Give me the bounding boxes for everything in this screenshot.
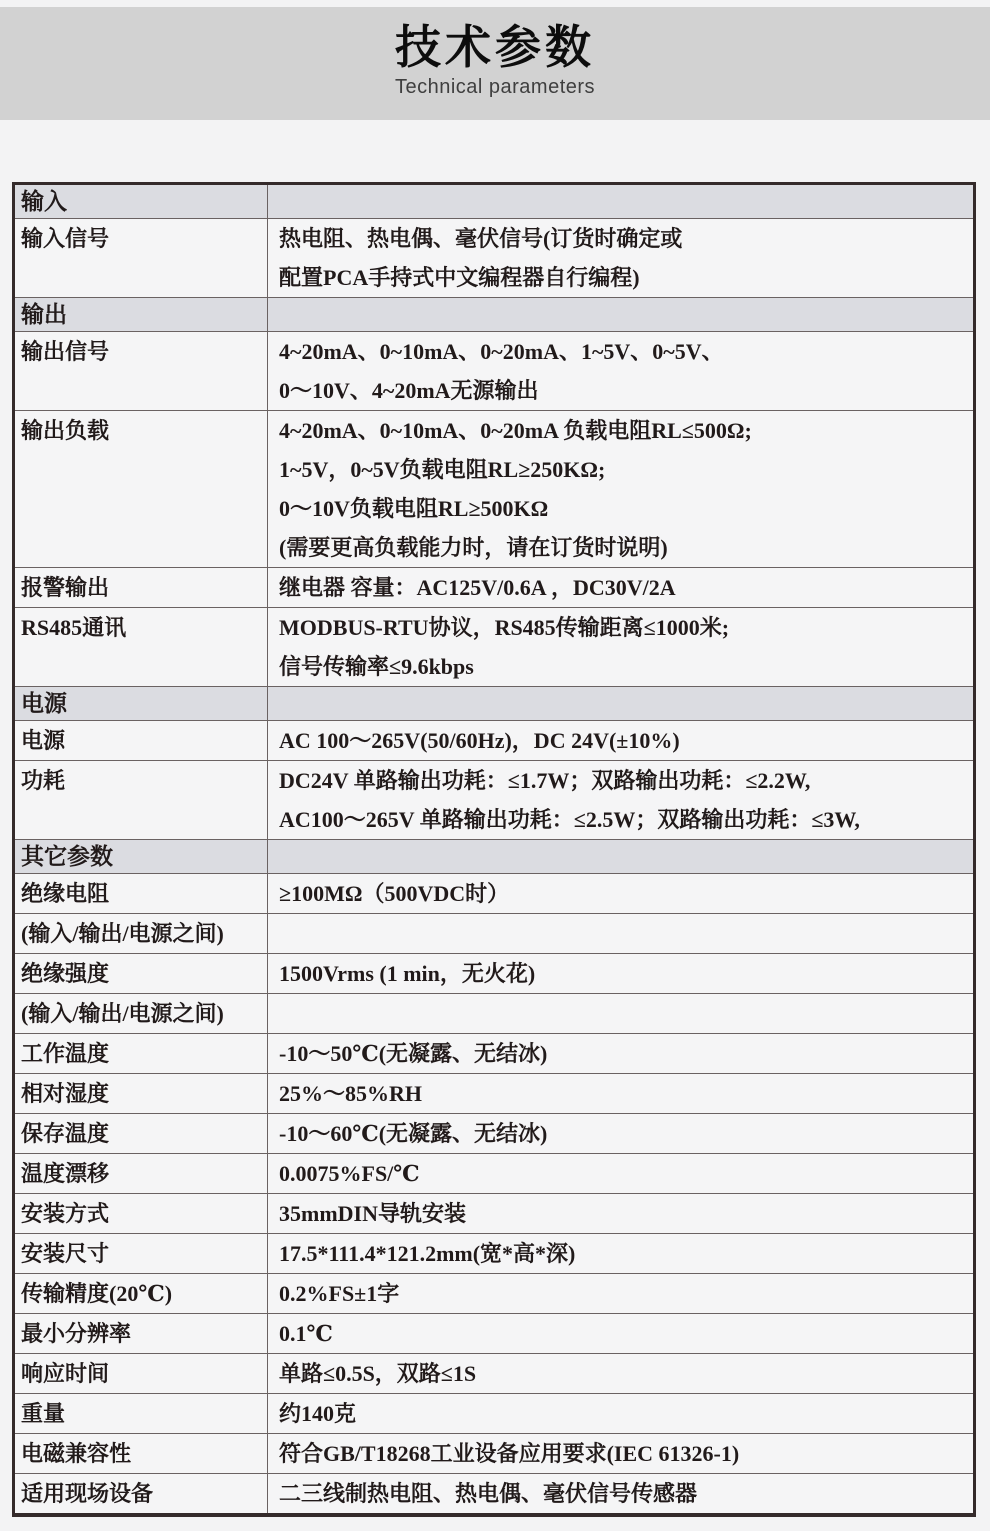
- spec-row: [15, 567, 973, 607]
- section-label: 输出: [15, 298, 268, 331]
- param-label: 输入信号: [15, 219, 268, 297]
- value-line: 1~5V，0~5V负载电阻RL≥250KΩ;: [279, 457, 606, 482]
- param-label: RS485通讯: [15, 608, 268, 686]
- header-band: [0, 7, 990, 120]
- value-line: -10～60℃(无凝露、无结冰): [279, 1121, 548, 1146]
- param-value: [268, 721, 973, 760]
- value-line: 继电器 容量：AC125V/0.6A ，DC30V/2A: [279, 575, 676, 600]
- spec-row: [15, 410, 973, 567]
- param-value: [268, 332, 973, 410]
- section-label: 输入: [15, 185, 268, 218]
- param-label: 报警输出: [15, 568, 268, 607]
- page-subtitle: Technical parameters: [394, 75, 596, 98]
- param-label: 绝缘强度: [15, 954, 268, 993]
- spec-row: [15, 1273, 973, 1313]
- param-label: 保存温度: [15, 1114, 268, 1153]
- spec-table: [12, 182, 976, 1517]
- param-label: 适用现场设备: [15, 1474, 268, 1513]
- section-row: [15, 297, 973, 331]
- page-title: 技术参数: [395, 21, 595, 73]
- param-value: [268, 298, 973, 331]
- param-value: [268, 1354, 973, 1393]
- param-label: 输出信号: [15, 332, 268, 410]
- param-value: [268, 1474, 973, 1513]
- param-value: [268, 994, 973, 1033]
- value-line: 二三线制热电阻、热电偶、毫伏信号传感器: [279, 1481, 698, 1506]
- spec-row: [15, 1433, 973, 1473]
- value-line: 1500Vrms (1 min，无火花): [279, 961, 536, 986]
- section-row: [15, 686, 973, 720]
- spec-row: [15, 1233, 973, 1273]
- spec-row: [15, 873, 973, 913]
- param-value: [268, 761, 973, 839]
- param-label: 响应时间: [15, 1354, 268, 1393]
- value-line: -10～50℃(无凝露、无结冰): [279, 1041, 548, 1066]
- value-line: 热电阻、热电偶、毫伏信号(订货时确定或: [279, 226, 683, 251]
- param-value: [268, 1274, 973, 1313]
- spec-row: [15, 331, 973, 410]
- section-label: 电源: [15, 687, 268, 720]
- value-line: 单路≤0.5S，双路≤1S: [279, 1361, 477, 1386]
- value-line: 35mmDIN导轨安装: [279, 1201, 466, 1226]
- param-label: 工作温度: [15, 1034, 268, 1073]
- value-line: 配置PCA手持式中文编程器自行编程): [279, 265, 640, 290]
- param-label: 传输精度(20℃): [15, 1274, 268, 1313]
- spec-row: [15, 913, 973, 953]
- param-value: [268, 914, 973, 953]
- value-line: (需要更高负载能力时，请在订货时说明): [279, 535, 668, 560]
- param-value: [268, 219, 973, 297]
- value-line: 0～10V负载电阻RL≥500KΩ: [279, 496, 549, 521]
- value-line: 25%～85%RH: [279, 1081, 423, 1106]
- spec-row: [15, 1073, 973, 1113]
- spec-row: [15, 1033, 973, 1073]
- value-line: MODBUS-RTU协议，RS485传输距离≤1000米;: [279, 615, 730, 640]
- param-label: (输入/输出/电源之间): [15, 994, 268, 1033]
- value-line: 0～10V、4~20mA无源输出: [279, 378, 539, 403]
- param-label: (输入/输出/电源之间): [15, 914, 268, 953]
- spec-row: [15, 953, 973, 993]
- param-value: [268, 568, 973, 607]
- value-line: 17.5*111.4*121.2mm(宽*高*深): [279, 1241, 576, 1266]
- param-label: 相对湿度: [15, 1074, 268, 1113]
- param-label: 功耗: [15, 761, 268, 839]
- value-line: 4~20mA、0~10mA、0~20mA、1~5V、0~5V、: [279, 339, 724, 364]
- spec-row: [15, 1113, 973, 1153]
- value-line: 信号传输率≤9.6kbps: [279, 654, 474, 679]
- spec-row: [15, 218, 973, 297]
- value-line: ≥100MΩ（500VDC时）: [279, 881, 510, 906]
- param-value: [268, 1314, 973, 1353]
- param-value: [268, 411, 973, 567]
- value-line: 0.0075%FS/℃: [279, 1161, 420, 1186]
- param-label: 输出负载: [15, 411, 268, 567]
- spec-row: [15, 1473, 973, 1513]
- param-label: 温度漂移: [15, 1154, 268, 1193]
- value-line: 4~20mA、0~10mA、0~20mA 负载电阻RL≤500Ω;: [279, 418, 752, 443]
- spec-row: [15, 760, 973, 839]
- spec-row: [15, 1193, 973, 1233]
- spec-row: [15, 993, 973, 1033]
- value-line: 0.1℃: [279, 1321, 333, 1346]
- spec-row: [15, 1393, 973, 1433]
- value-line: 约140克: [279, 1401, 357, 1426]
- value-line: AC 100～265V(50/60Hz)，DC 24V(±10%): [279, 728, 680, 753]
- param-label: 安装尺寸: [15, 1234, 268, 1273]
- param-value: [268, 874, 973, 913]
- param-value: [268, 1154, 973, 1193]
- value-line: DC24V 单路输出功耗：≤1.7W；双路输出功耗：≤2.2W,: [279, 768, 811, 793]
- param-value: [268, 1114, 973, 1153]
- param-label: 电源: [15, 721, 268, 760]
- spec-row: [15, 1153, 973, 1193]
- param-value: [268, 687, 973, 720]
- param-value: [268, 185, 973, 218]
- spec-row: [15, 1353, 973, 1393]
- param-value: [268, 954, 973, 993]
- value-line: AC100～265V 单路输出功耗：≤2.5W；双路输出功耗：≤3W,: [279, 807, 860, 832]
- param-value: [268, 1034, 973, 1073]
- param-value: [268, 1074, 973, 1113]
- param-label: 最小分辨率: [15, 1314, 268, 1353]
- param-label: 电磁兼容性: [15, 1434, 268, 1473]
- section-row: [15, 839, 973, 873]
- param-value: [268, 1434, 973, 1473]
- param-label: 安装方式: [15, 1194, 268, 1233]
- value-line: 0.2%FS±1字: [279, 1281, 400, 1306]
- spec-row: [15, 607, 973, 686]
- param-value: [268, 1194, 973, 1233]
- value-line: 符合GB/T18268工业设备应用要求(IEC 61326-1): [279, 1441, 740, 1466]
- param-value: [268, 1394, 973, 1433]
- param-label: 重量: [15, 1394, 268, 1433]
- spec-row: [15, 1313, 973, 1353]
- section-row: [15, 185, 973, 218]
- spec-row: [15, 720, 973, 760]
- param-label: 绝缘电阻: [15, 874, 268, 913]
- param-value: [268, 1234, 973, 1273]
- param-value: [268, 608, 973, 686]
- param-value: [268, 840, 973, 873]
- section-label: 其它参数: [15, 840, 268, 873]
